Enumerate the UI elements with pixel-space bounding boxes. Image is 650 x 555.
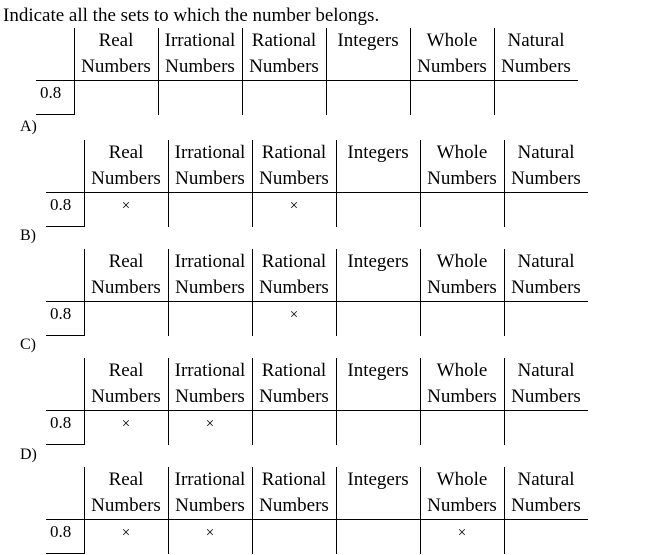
- column-header-line1: Real: [108, 469, 144, 490]
- row-label: 0.8: [50, 304, 72, 323]
- header-rule: [46, 301, 588, 302]
- column-header-line2: Numbers: [427, 495, 497, 516]
- column-header-line2: Numbers: [417, 56, 487, 77]
- column-header: [168, 467, 252, 519]
- column-header: [84, 358, 168, 410]
- header-rule: [46, 192, 588, 193]
- column-header-line2: Numbers: [165, 56, 235, 77]
- choice-label[interactable]: A): [20, 118, 37, 135]
- column-divider: [494, 28, 495, 115]
- choice-table: [46, 467, 590, 555]
- check-mark: ×: [205, 525, 215, 541]
- row-label: 0.8: [40, 83, 62, 102]
- column-header-line2: Numbers: [175, 168, 245, 189]
- column-header-line1: Real: [98, 30, 134, 51]
- column-header: [494, 28, 578, 80]
- column-divider: [252, 358, 253, 445]
- column-divider: [168, 249, 169, 336]
- choice-table: [46, 358, 590, 446]
- column-header-line1: Whole: [436, 469, 488, 490]
- column-divider: [504, 140, 505, 227]
- column-header: [420, 140, 504, 192]
- column-header: [336, 249, 420, 301]
- column-header-line1: Rational: [261, 360, 327, 381]
- check-mark: ×: [289, 307, 299, 323]
- column-header-line2: Numbers: [427, 277, 497, 298]
- column-header-line2: Numbers: [91, 495, 161, 516]
- check-mark: ×: [121, 198, 131, 214]
- column-header-line2: Numbers: [175, 495, 245, 516]
- column-header-line1: Whole: [436, 142, 488, 163]
- row-rule: [46, 553, 84, 554]
- column-header: [74, 28, 158, 80]
- column-header: [504, 140, 588, 192]
- check-mark: ×: [205, 416, 215, 432]
- choice-label[interactable]: C): [20, 336, 36, 353]
- choice-table: [46, 140, 590, 228]
- column-header-line2: Numbers: [427, 168, 497, 189]
- choice-table: [46, 249, 590, 337]
- column-header-line2: Numbers: [259, 277, 329, 298]
- check-mark: ×: [121, 525, 131, 541]
- column-divider: [420, 358, 421, 445]
- column-divider: [504, 249, 505, 336]
- column-header-line1: Irrational: [174, 251, 246, 272]
- column-header: [158, 28, 242, 80]
- column-header-line1: Rational: [251, 30, 317, 51]
- column-divider: [158, 28, 159, 115]
- column-header-line1: Irrational: [164, 30, 236, 51]
- column-divider: [74, 28, 75, 115]
- column-header: [336, 467, 420, 519]
- column-header: [326, 28, 410, 80]
- column-header-line2: Numbers: [511, 168, 581, 189]
- column-header-line1: Real: [108, 142, 144, 163]
- header-rule: [46, 410, 588, 411]
- row-rule: [36, 114, 74, 115]
- column-header-line1: Irrational: [174, 360, 246, 381]
- column-header: [168, 358, 252, 410]
- column-header-line2: Numbers: [91, 386, 161, 407]
- column-header-line1: Whole: [436, 360, 488, 381]
- column-header: [252, 140, 336, 192]
- column-header-line1: Real: [108, 251, 144, 272]
- row-rule: [46, 444, 84, 445]
- column-divider: [336, 358, 337, 445]
- question-text: Indicate all the sets to which the number belongs.: [3, 5, 380, 26]
- column-header: [84, 140, 168, 192]
- question-table: [36, 28, 580, 116]
- column-divider: [336, 467, 337, 554]
- column-divider: [420, 140, 421, 227]
- row-label: 0.8: [50, 195, 72, 214]
- row-rule: [46, 335, 84, 336]
- column-header-line2: Numbers: [91, 277, 161, 298]
- column-header: [504, 467, 588, 519]
- column-divider: [336, 249, 337, 336]
- column-header: [242, 28, 326, 80]
- column-header: [410, 28, 494, 80]
- column-header-line2: Numbers: [81, 56, 151, 77]
- column-header-line1: Integers: [337, 30, 399, 51]
- column-header-line1: Whole: [436, 251, 488, 272]
- column-divider: [504, 358, 505, 445]
- column-header-line1: Integers: [347, 360, 409, 381]
- column-header-line2: Numbers: [511, 495, 581, 516]
- column-header-line1: Integers: [347, 251, 409, 272]
- column-header-line1: Natural: [517, 251, 575, 272]
- column-header: [252, 358, 336, 410]
- header-rule: [46, 519, 588, 520]
- column-header-line2: Numbers: [259, 168, 329, 189]
- column-divider: [420, 249, 421, 336]
- column-divider: [336, 140, 337, 227]
- column-header-line2: Numbers: [249, 56, 319, 77]
- column-header-line1: Whole: [426, 30, 478, 51]
- column-header-line1: Integers: [347, 142, 409, 163]
- column-header-line1: Irrational: [174, 142, 246, 163]
- row-label: 0.8: [50, 413, 72, 432]
- column-header: [336, 358, 420, 410]
- header-rule: [36, 80, 578, 81]
- column-header-line1: Natural: [517, 469, 575, 490]
- column-header-line1: Rational: [261, 142, 327, 163]
- column-header-line1: Real: [108, 360, 144, 381]
- check-mark: ×: [121, 416, 131, 432]
- column-header: [336, 140, 420, 192]
- check-mark: ×: [289, 198, 299, 214]
- column-header-line1: Rational: [261, 251, 327, 272]
- column-header: [420, 249, 504, 301]
- column-header-line1: Natural: [507, 30, 565, 51]
- column-header-line1: Natural: [517, 142, 575, 163]
- column-divider: [252, 467, 253, 554]
- column-header-line1: Natural: [517, 360, 575, 381]
- column-header: [168, 249, 252, 301]
- column-header-line2: Numbers: [427, 386, 497, 407]
- column-header-line2: Numbers: [511, 386, 581, 407]
- column-header-line2: Numbers: [259, 386, 329, 407]
- column-header: [504, 358, 588, 410]
- column-header: [420, 358, 504, 410]
- column-divider: [410, 28, 411, 115]
- column-divider: [326, 28, 327, 115]
- column-header: [84, 467, 168, 519]
- column-header-line2: Numbers: [175, 386, 245, 407]
- choice-label[interactable]: B): [20, 227, 36, 244]
- column-header-line2: Numbers: [259, 495, 329, 516]
- column-header-line2: Numbers: [501, 56, 571, 77]
- check-mark: ×: [457, 525, 467, 541]
- column-header: [252, 467, 336, 519]
- choice-label[interactable]: D): [20, 446, 37, 463]
- column-header: [84, 249, 168, 301]
- column-header: [252, 249, 336, 301]
- column-divider: [168, 140, 169, 227]
- column-header-line2: Numbers: [175, 277, 245, 298]
- column-header-line1: Rational: [261, 469, 327, 490]
- column-divider: [84, 249, 85, 336]
- row-label: 0.8: [50, 522, 72, 541]
- column-header-line2: Numbers: [511, 277, 581, 298]
- column-header-line1: Irrational: [174, 469, 246, 490]
- column-header-line1: Integers: [347, 469, 409, 490]
- column-header: [504, 249, 588, 301]
- column-divider: [242, 28, 243, 115]
- column-header-line2: Numbers: [91, 168, 161, 189]
- column-divider: [504, 467, 505, 554]
- row-rule: [46, 226, 84, 227]
- column-header: [168, 140, 252, 192]
- column-header: [420, 467, 504, 519]
